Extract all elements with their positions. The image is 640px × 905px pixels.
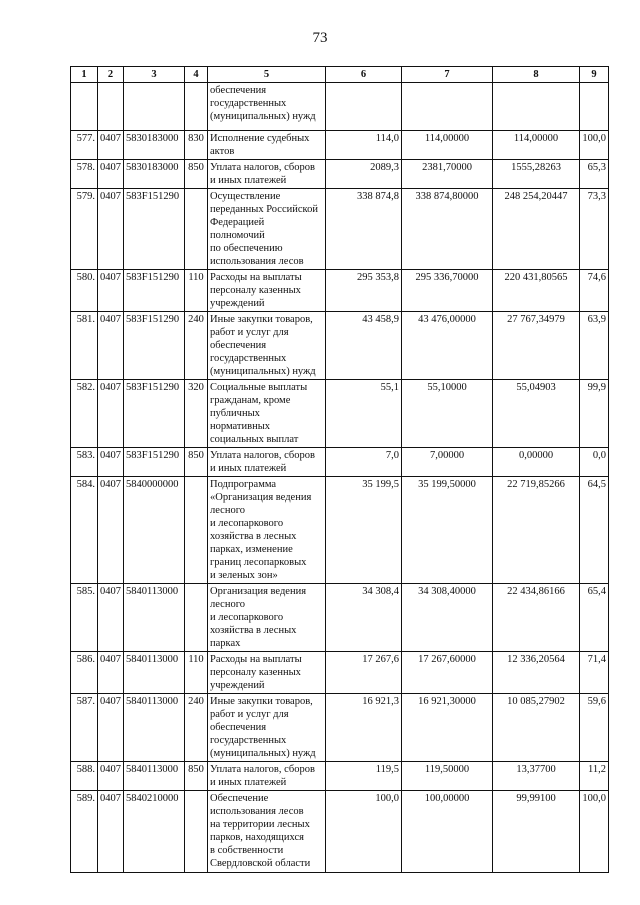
row-number-cell: 583. bbox=[71, 448, 98, 477]
planned-amount-cell bbox=[326, 83, 402, 131]
description-line: Федерацией bbox=[210, 217, 265, 228]
execution-percent-cell: 11,2 bbox=[580, 762, 609, 791]
adjusted-amount-cell: 34 308,40000 bbox=[402, 584, 493, 652]
planned-amount-cell: 16 921,3 bbox=[326, 694, 402, 762]
description-line: «Организация ведения bbox=[210, 492, 312, 503]
column-header-6: 6 bbox=[326, 67, 402, 83]
expense-type-cell: 110 bbox=[185, 652, 208, 694]
table-row bbox=[71, 160, 609, 189]
target-code-cell: 5840210000 bbox=[124, 791, 185, 873]
description-line: переданных Российской bbox=[210, 204, 318, 215]
description-cell bbox=[208, 189, 326, 270]
table-row bbox=[71, 380, 609, 448]
row-number-cell: 589. bbox=[71, 791, 98, 873]
table-row bbox=[71, 652, 609, 694]
description-line: Уплата налогов, сборов bbox=[210, 764, 315, 775]
column-header-3: 3 bbox=[124, 67, 185, 83]
executed-amount-cell: 10 085,27902 bbox=[493, 694, 580, 762]
description-line: по обеспечению bbox=[210, 243, 283, 254]
adjusted-amount-cell: 7,00000 bbox=[402, 448, 493, 477]
column-header-7: 7 bbox=[402, 67, 493, 83]
execution-percent-cell: 73,3 bbox=[580, 189, 609, 270]
adjusted-amount-cell: 2381,70000 bbox=[402, 160, 493, 189]
description-cell bbox=[208, 83, 326, 131]
description-line: Расходы на выплаты bbox=[210, 654, 302, 665]
target-code-cell: 5830183000 bbox=[124, 131, 185, 160]
description-line: парках bbox=[210, 638, 241, 649]
target-code-cell: 5840113000 bbox=[124, 652, 185, 694]
table-row bbox=[71, 83, 609, 131]
executed-amount-cell: 248 254,20447 bbox=[493, 189, 580, 270]
description-cell bbox=[208, 584, 326, 652]
description-line: и иных платежей bbox=[210, 463, 287, 474]
description-cell bbox=[208, 312, 326, 380]
page-number: 73 bbox=[312, 30, 328, 46]
executed-amount-cell: 27 767,34979 bbox=[493, 312, 580, 380]
target-code-cell: 583F151290 bbox=[124, 312, 185, 380]
adjusted-amount-cell: 119,50000 bbox=[402, 762, 493, 791]
description-line: и зеленых зон» bbox=[210, 570, 278, 581]
table-row bbox=[71, 189, 609, 270]
expense-type-cell bbox=[185, 477, 208, 584]
row-number-cell: 579. bbox=[71, 189, 98, 270]
description-line: Исполнение судебных bbox=[210, 133, 310, 144]
execution-percent-cell: 65,3 bbox=[580, 160, 609, 189]
adjusted-amount-cell: 338 874,80000 bbox=[402, 189, 493, 270]
description-line: учреждений bbox=[210, 298, 265, 309]
target-code-cell: 583F151290 bbox=[124, 448, 185, 477]
description-line: парках, изменение bbox=[210, 544, 293, 555]
description-line: лесного bbox=[210, 599, 245, 610]
column-header-1: 1 bbox=[71, 67, 98, 83]
description-line: в собственности bbox=[210, 845, 284, 856]
column-header-2: 2 bbox=[98, 67, 124, 83]
budget-table bbox=[70, 66, 609, 873]
executed-amount-cell: 1555,28263 bbox=[493, 160, 580, 189]
expense-type-cell: 850 bbox=[185, 160, 208, 189]
expense-type-cell bbox=[185, 791, 208, 873]
execution-percent-cell: 63,9 bbox=[580, 312, 609, 380]
description-line: парков, находящихся bbox=[210, 832, 304, 843]
description-line: учреждений bbox=[210, 680, 265, 691]
row-number-cell: 586. bbox=[71, 652, 98, 694]
section-code-cell: 0407 bbox=[98, 270, 124, 312]
description-line: Иные закупки товаров, bbox=[210, 696, 313, 707]
adjusted-amount-cell: 43 476,00000 bbox=[402, 312, 493, 380]
target-code-cell: 5840113000 bbox=[124, 584, 185, 652]
target-code-cell: 5830183000 bbox=[124, 160, 185, 189]
description-cell bbox=[208, 270, 326, 312]
description-line: хозяйства в лесных bbox=[210, 531, 297, 542]
table-row bbox=[71, 448, 609, 477]
expense-type-cell: 240 bbox=[185, 694, 208, 762]
description-line: государственных bbox=[210, 735, 287, 746]
expense-type-cell: 110 bbox=[185, 270, 208, 312]
adjusted-amount-cell: 295 336,70000 bbox=[402, 270, 493, 312]
execution-percent-cell: 59,6 bbox=[580, 694, 609, 762]
description-line: использования лесов bbox=[210, 256, 304, 267]
description-cell bbox=[208, 477, 326, 584]
description-cell bbox=[208, 380, 326, 448]
expense-type-cell: 850 bbox=[185, 448, 208, 477]
description-cell bbox=[208, 160, 326, 189]
planned-amount-cell: 7,0 bbox=[326, 448, 402, 477]
target-code-cell: 583F151290 bbox=[124, 189, 185, 270]
adjusted-amount-cell: 17 267,60000 bbox=[402, 652, 493, 694]
table-row bbox=[71, 762, 609, 791]
executed-amount-cell: 220 431,80565 bbox=[493, 270, 580, 312]
adjusted-amount-cell bbox=[402, 83, 493, 131]
table-row bbox=[71, 131, 609, 160]
description-cell bbox=[208, 652, 326, 694]
adjusted-amount-cell: 100,00000 bbox=[402, 791, 493, 873]
description-line: гражданам, кроме bbox=[210, 395, 291, 406]
executed-amount-cell bbox=[493, 83, 580, 131]
target-code-cell: 5840113000 bbox=[124, 762, 185, 791]
table-row bbox=[71, 791, 609, 873]
row-number-cell: 582. bbox=[71, 380, 98, 448]
description-line: Свердловской области bbox=[210, 858, 311, 869]
description-line: Уплата налогов, сборов bbox=[210, 162, 315, 173]
description-line: границ лесопарковых bbox=[210, 557, 307, 568]
column-header-5: 5 bbox=[208, 67, 326, 83]
description-line: Обеспечение bbox=[210, 793, 269, 804]
row-number-cell: 587. bbox=[71, 694, 98, 762]
expense-type-cell: 320 bbox=[185, 380, 208, 448]
description-line: публичных bbox=[210, 408, 260, 419]
description-line: персоналу казенных bbox=[210, 285, 301, 296]
expense-type-cell bbox=[185, 189, 208, 270]
section-code-cell: 0407 bbox=[98, 477, 124, 584]
table-row bbox=[71, 584, 609, 652]
execution-percent-cell: 0,0 bbox=[580, 448, 609, 477]
planned-amount-cell: 295 353,8 bbox=[326, 270, 402, 312]
planned-amount-cell: 43 458,9 bbox=[326, 312, 402, 380]
row-number-cell: 578. bbox=[71, 160, 98, 189]
execution-percent-cell: 65,4 bbox=[580, 584, 609, 652]
description-line: обеспечения bbox=[210, 340, 267, 351]
section-code-cell: 0407 bbox=[98, 791, 124, 873]
planned-amount-cell: 114,0 bbox=[326, 131, 402, 160]
description-line: Социальные выплаты bbox=[210, 382, 308, 393]
section-code-cell: 0407 bbox=[98, 380, 124, 448]
description-line: и иных платежей bbox=[210, 175, 287, 186]
row-number-cell: 580. bbox=[71, 270, 98, 312]
executed-amount-cell: 55,04903 bbox=[493, 380, 580, 448]
section-code-cell bbox=[98, 83, 124, 131]
planned-amount-cell: 338 874,8 bbox=[326, 189, 402, 270]
description-line: и лесопаркового bbox=[210, 612, 284, 623]
execution-percent-cell: 100,0 bbox=[580, 791, 609, 873]
description-line: Иные закупки товаров, bbox=[210, 314, 313, 325]
description-cell bbox=[208, 131, 326, 160]
description-line: лесного bbox=[210, 505, 245, 516]
planned-amount-cell: 2089,3 bbox=[326, 160, 402, 189]
expense-type-cell: 830 bbox=[185, 131, 208, 160]
row-number-cell: 581. bbox=[71, 312, 98, 380]
description-line: работ и услуг для bbox=[210, 709, 289, 720]
planned-amount-cell: 35 199,5 bbox=[326, 477, 402, 584]
description-line: Подпрограмма bbox=[210, 479, 277, 490]
section-code-cell: 0407 bbox=[98, 762, 124, 791]
description-cell bbox=[208, 762, 326, 791]
column-header-4: 4 bbox=[185, 67, 208, 83]
executed-amount-cell: 12 336,20564 bbox=[493, 652, 580, 694]
execution-percent-cell: 100,0 bbox=[580, 131, 609, 160]
description-line: использования лесов bbox=[210, 806, 304, 817]
expense-type-cell: 850 bbox=[185, 762, 208, 791]
row-number-cell: 585. bbox=[71, 584, 98, 652]
description-line: актов bbox=[210, 146, 235, 157]
expense-type-cell: 240 bbox=[185, 312, 208, 380]
target-code-cell: 583F151290 bbox=[124, 270, 185, 312]
expense-type-cell bbox=[185, 83, 208, 131]
section-code-cell: 0407 bbox=[98, 312, 124, 380]
execution-percent-cell: 64,5 bbox=[580, 477, 609, 584]
description-line: социальных выплат bbox=[210, 434, 299, 445]
planned-amount-cell: 55,1 bbox=[326, 380, 402, 448]
description-line: Осуществление bbox=[210, 191, 281, 202]
description-line: Организация ведения bbox=[210, 586, 307, 597]
description-line: и лесопаркового bbox=[210, 518, 284, 529]
table-body bbox=[71, 83, 609, 873]
executed-amount-cell: 22 719,85266 bbox=[493, 477, 580, 584]
row-number-cell bbox=[71, 83, 98, 131]
row-number-cell: 588. bbox=[71, 762, 98, 791]
description-cell bbox=[208, 791, 326, 873]
planned-amount-cell: 34 308,4 bbox=[326, 584, 402, 652]
executed-amount-cell: 99,99100 bbox=[493, 791, 580, 873]
adjusted-amount-cell: 55,10000 bbox=[402, 380, 493, 448]
section-code-cell: 0407 bbox=[98, 584, 124, 652]
target-code-cell: 5840000000 bbox=[124, 477, 185, 584]
column-header-8: 8 bbox=[493, 67, 580, 83]
row-number-cell: 577. bbox=[71, 131, 98, 160]
executed-amount-cell: 22 434,86166 bbox=[493, 584, 580, 652]
description-line: на территории лесных bbox=[210, 819, 310, 830]
execution-percent-cell: 99,9 bbox=[580, 380, 609, 448]
execution-percent-cell bbox=[580, 83, 609, 131]
description-line: полномочий bbox=[210, 230, 265, 241]
execution-percent-cell: 74,6 bbox=[580, 270, 609, 312]
table-header-row bbox=[71, 67, 609, 83]
description-line: Уплата налогов, сборов bbox=[210, 450, 315, 461]
column-header-9: 9 bbox=[580, 67, 609, 83]
description-line: хозяйства в лесных bbox=[210, 625, 297, 636]
description-line: Расходы на выплаты bbox=[210, 272, 302, 283]
description-line: персоналу казенных bbox=[210, 667, 301, 678]
description-line: работ и услуг для bbox=[210, 327, 289, 338]
adjusted-amount-cell: 114,00000 bbox=[402, 131, 493, 160]
target-code-cell: 5840113000 bbox=[124, 694, 185, 762]
description-line: и иных платежей bbox=[210, 777, 287, 788]
planned-amount-cell: 119,5 bbox=[326, 762, 402, 791]
adjusted-amount-cell: 35 199,50000 bbox=[402, 477, 493, 584]
description-line: (муниципальных) нужд bbox=[210, 111, 316, 122]
section-code-cell: 0407 bbox=[98, 131, 124, 160]
section-code-cell: 0407 bbox=[98, 189, 124, 270]
expense-type-cell bbox=[185, 584, 208, 652]
planned-amount-cell: 17 267,6 bbox=[326, 652, 402, 694]
planned-amount-cell: 100,0 bbox=[326, 791, 402, 873]
description-line: (муниципальных) нужд bbox=[210, 748, 316, 759]
target-code-cell bbox=[124, 83, 185, 131]
description-line: нормативных bbox=[210, 421, 271, 432]
description-cell bbox=[208, 448, 326, 477]
description-line: обеспечения bbox=[210, 85, 267, 96]
table-row bbox=[71, 477, 609, 584]
target-code-cell: 583F151290 bbox=[124, 380, 185, 448]
description-cell bbox=[208, 694, 326, 762]
table-row bbox=[71, 694, 609, 762]
section-code-cell: 0407 bbox=[98, 160, 124, 189]
executed-amount-cell: 114,00000 bbox=[493, 131, 580, 160]
description-line: государственных bbox=[210, 353, 287, 364]
description-line: обеспечения bbox=[210, 722, 267, 733]
description-line: государственных bbox=[210, 98, 287, 109]
table-row bbox=[71, 270, 609, 312]
section-code-cell: 0407 bbox=[98, 694, 124, 762]
table-row bbox=[71, 312, 609, 380]
description-line: (муниципальных) нужд bbox=[210, 366, 316, 377]
row-number-cell: 584. bbox=[71, 477, 98, 584]
executed-amount-cell: 13,37700 bbox=[493, 762, 580, 791]
execution-percent-cell: 71,4 bbox=[580, 652, 609, 694]
section-code-cell: 0407 bbox=[98, 448, 124, 477]
executed-amount-cell: 0,00000 bbox=[493, 448, 580, 477]
adjusted-amount-cell: 16 921,30000 bbox=[402, 694, 493, 762]
section-code-cell: 0407 bbox=[98, 652, 124, 694]
